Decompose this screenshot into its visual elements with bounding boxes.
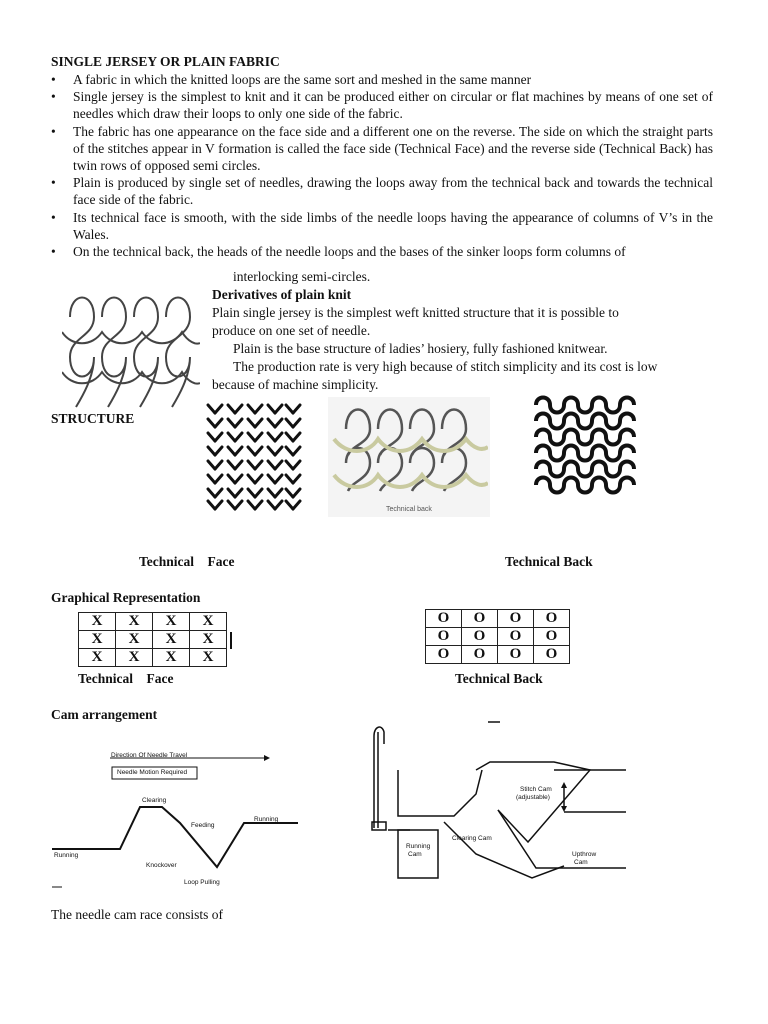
derivatives-line: The production rate is very high because of stitch simplicity and its cost is low	[233, 359, 658, 374]
footer-text: The needle cam race consists of	[51, 907, 224, 922]
stitch-cam-adjustable-label: (adjustable)	[516, 794, 550, 801]
derivatives-heading: Derivatives of plain knit	[212, 287, 352, 302]
clearing-cam-label: Clearing Cam	[452, 835, 492, 842]
table-row	[79, 649, 227, 667]
table-row	[79, 631, 227, 649]
bullet-continuation: interlocking semi-circles.	[233, 269, 371, 284]
grid-cell: X	[79, 613, 116, 631]
list-item: • On the technical back, the heads of the needle loops and the bases of the sinker loops form columns of	[51, 243, 713, 260]
stitch-cam-label: Stitch Cam	[520, 786, 552, 793]
grid-cell: O	[534, 646, 570, 664]
grid-cell: O	[534, 628, 570, 646]
grid-cell: O	[462, 628, 498, 646]
technical-face-v-columns-illustration	[205, 401, 303, 511]
cam-loop-pulling-label: Loop Pulling	[184, 879, 220, 886]
technical-face-label: Technical Face	[139, 554, 235, 569]
grid-cell: O	[426, 646, 462, 664]
table-row	[426, 610, 570, 628]
derivatives-line: Plain is the base structure of ladies’ hosiery, fully fashioned knitwear.	[233, 341, 608, 356]
derivatives-line: produce on one set of needle.	[212, 323, 371, 338]
bullet-list	[51, 71, 713, 260]
cam-box-diagram	[364, 718, 628, 888]
grid-cell: O	[498, 628, 534, 646]
grid-cell: X	[79, 631, 116, 649]
grid-cell: X	[153, 631, 190, 649]
technical-back-semicircles-illustration	[532, 393, 638, 497]
graphical-back-label: Technical Back	[455, 671, 543, 686]
grid-cell: O	[534, 610, 570, 628]
grid-cell: O	[462, 646, 498, 664]
cam-heading: Cam arrangement	[51, 707, 158, 722]
running-cam-label-2: Cam	[408, 851, 422, 858]
cam-running-right-label: Running	[254, 816, 279, 823]
cam-direction-label: Direction Of Needle Travel	[111, 752, 188, 759]
back-grid-table	[425, 609, 570, 664]
list-item: • Its technical face is smooth, with the side limbs of the needle loops having the appearance of columns of V’s in the Wales.	[51, 209, 713, 243]
table-row	[426, 628, 570, 646]
upthrow-cam-label: Upthrow	[572, 851, 597, 858]
plain-knit-loops-illustration	[62, 287, 200, 411]
technical-back-image-caption: Technical back	[386, 506, 432, 513]
grid-cell: X	[190, 613, 227, 631]
derivatives-line: because of machine simplicity.	[212, 377, 379, 392]
list-item: • Plain is produced by single set of needles, drawing the loops away from the technical back and towards the technical face side of the fabric.	[51, 174, 713, 208]
list-item: • Single jersey is the simplest to knit and it can be produced either on circular or flat machines by means of one set of needles which draw their loops to only one side of the fabric.	[51, 88, 713, 122]
grid-cell: X	[116, 631, 153, 649]
grid-cell: X	[116, 649, 153, 667]
upthrow-cam-label-2: Cam	[574, 859, 588, 866]
grid-cell: X	[153, 613, 190, 631]
grid-cell: O	[498, 646, 534, 664]
grid-cell: X	[190, 649, 227, 667]
technical-back-label: Technical Back	[505, 554, 593, 569]
table-row	[426, 646, 570, 664]
technical-back-loops-illustration	[332, 399, 488, 503]
structure-label: STRUCTURE	[51, 411, 135, 426]
face-grid-table	[78, 612, 227, 667]
cam-clearing-label: Clearing	[142, 797, 167, 804]
cam-feeding-label: Feeding	[191, 822, 215, 829]
table-row	[79, 613, 227, 631]
grid-cell: X	[153, 649, 190, 667]
grid-cell: X	[79, 649, 116, 667]
grid-cell: O	[498, 610, 534, 628]
running-cam-label: Running	[406, 843, 431, 850]
grid-cursor-mark	[230, 632, 232, 649]
list-item: • A fabric in which the knitted loops are the same sort and meshed in the same manner	[51, 71, 713, 88]
cam-knockover-label: Knockover	[146, 862, 177, 869]
grid-cell: O	[426, 628, 462, 646]
grid-cell: O	[426, 610, 462, 628]
cam-motion-label: Needle Motion Required	[117, 769, 188, 776]
grid-cell: X	[190, 631, 227, 649]
graphical-face-label: Technical Face	[78, 671, 174, 686]
grid-cell: X	[116, 613, 153, 631]
grid-cell: O	[462, 610, 498, 628]
list-item: • The fabric has one appearance on the face side and a different one on the reverse. The side on which the straight parts of the stitches appear in V formation is called the face side (Technical Face) and the reverse side (Technical Back) has twin rows of opposed semi circles.	[51, 123, 713, 175]
page-title: SINGLE JERSEY OR PLAIN FABRIC	[51, 54, 280, 69]
cam-running-left-label: Running	[54, 852, 79, 859]
derivatives-line: Plain single jersey is the simplest weft knitted structure that it is possible to	[212, 305, 619, 320]
graphical-heading: Graphical Representation	[51, 590, 201, 605]
